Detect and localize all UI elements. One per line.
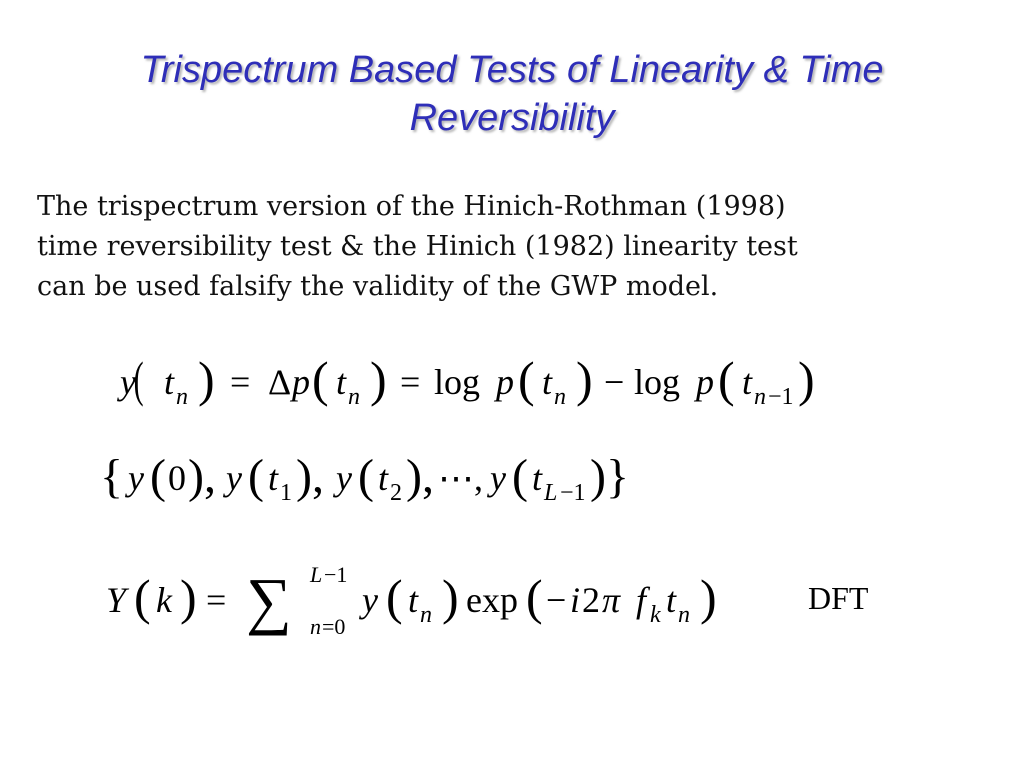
svg-text:y: y xyxy=(120,362,136,402)
svg-text:),: ), xyxy=(296,450,324,503)
svg-text:π: π xyxy=(602,580,621,620)
svg-text:): ) xyxy=(798,351,815,407)
svg-text:−1: −1 xyxy=(768,384,794,410)
svg-text:n: n xyxy=(754,384,766,410)
title-line-1: Trispectrum Based Tests of Linearity & Time xyxy=(140,49,884,91)
svg-text:i: i xyxy=(570,580,581,620)
equation-log-return-graphic xyxy=(118,352,878,422)
svg-text:n: n xyxy=(420,602,432,628)
svg-text:y: y xyxy=(362,580,378,620)
svg-text:t: t xyxy=(742,362,753,402)
svg-text:): ) xyxy=(180,569,197,625)
svg-text:2: 2 xyxy=(582,580,600,620)
svg-text:0: 0 xyxy=(168,458,186,498)
svg-text:(: ( xyxy=(512,450,528,503)
svg-text:n: n xyxy=(348,384,360,410)
svg-text:1: 1 xyxy=(280,480,292,506)
svg-text:Y: Y xyxy=(106,580,127,620)
svg-text:⋯,: ⋯, xyxy=(438,458,483,498)
svg-text:y: y xyxy=(128,458,144,498)
svg-text:=: = xyxy=(230,362,251,402)
svg-text:−1: −1 xyxy=(324,562,348,587)
body-line-3: can be used falsify the validity of the GWP model. xyxy=(37,271,719,302)
svg-text:): ) xyxy=(442,569,459,625)
svg-text:k: k xyxy=(156,580,172,620)
svg-text:∑: ∑ xyxy=(246,565,292,636)
svg-text:log: log xyxy=(634,362,681,402)
svg-text:k: k xyxy=(650,602,661,628)
svg-text:(: ( xyxy=(248,450,264,503)
svg-text:−: − xyxy=(546,580,567,620)
svg-text:n: n xyxy=(310,614,321,639)
svg-text:−: − xyxy=(604,362,625,402)
svg-text:L: L xyxy=(544,480,558,506)
svg-text:L: L xyxy=(310,562,323,587)
svg-text:),: ), xyxy=(188,450,216,503)
svg-text:t: t xyxy=(164,362,175,402)
svg-text:=0: =0 xyxy=(322,614,346,639)
svg-text:): ) xyxy=(576,351,593,407)
body-text xyxy=(37,187,997,307)
svg-text:(: ( xyxy=(133,351,144,407)
svg-text:(: ( xyxy=(718,351,735,407)
svg-text:t: t xyxy=(268,458,279,498)
title-line-2: Reversibility xyxy=(409,97,615,139)
svg-text:t: t xyxy=(336,362,347,402)
svg-text:(: ( xyxy=(150,450,166,503)
svg-text:log: log xyxy=(434,362,481,402)
svg-text:(: ( xyxy=(312,351,329,407)
svg-text:(: ( xyxy=(358,450,374,503)
svg-text:2: 2 xyxy=(390,480,402,506)
equation-dft-graphic xyxy=(106,556,786,646)
body-line-2: time reversibility test & the Hinich (1982) linearity test xyxy=(37,231,798,262)
svg-text:t: t xyxy=(408,580,419,620)
svg-text:f: f xyxy=(636,580,647,620)
svg-text:n: n xyxy=(176,384,188,410)
svg-text:t: t xyxy=(378,458,389,498)
svg-text:t: t xyxy=(532,458,543,498)
svg-text:y: y xyxy=(490,458,506,498)
equation-dft xyxy=(106,556,786,651)
svg-text:(: ( xyxy=(386,569,403,625)
svg-text:): ) xyxy=(700,569,717,625)
svg-text:=: = xyxy=(206,580,227,620)
svg-text:=: = xyxy=(400,362,421,402)
svg-text:)}: )} xyxy=(590,450,630,503)
svg-text:n: n xyxy=(678,602,690,628)
svg-text:Δ: Δ xyxy=(268,362,292,402)
svg-text:t: t xyxy=(666,580,677,620)
svg-text:): ) xyxy=(370,351,387,407)
dft-label: DFT xyxy=(808,580,869,616)
svg-text:−1: −1 xyxy=(560,480,586,506)
svg-text:y: y xyxy=(336,458,352,498)
svg-text:): ) xyxy=(198,351,215,407)
svg-text:p: p xyxy=(292,362,310,402)
svg-text:t: t xyxy=(542,362,553,402)
svg-text:(: ( xyxy=(134,569,151,625)
svg-text:p: p xyxy=(496,362,514,402)
svg-text:),: ), xyxy=(406,450,434,503)
equation-log-return xyxy=(118,352,878,427)
equation-sequence xyxy=(100,446,720,521)
svg-text:(: ( xyxy=(518,351,535,407)
svg-text:p: p xyxy=(696,362,714,402)
svg-text:{: { xyxy=(100,450,124,503)
body-line-1: The trispectrum version of the Hinich-Rothman (1998) xyxy=(37,191,786,222)
equation-sequence-graphic xyxy=(100,446,720,516)
svg-text:n: n xyxy=(554,384,566,410)
svg-text:(: ( xyxy=(526,569,543,625)
svg-text:y: y xyxy=(226,458,242,498)
slide-title xyxy=(0,46,1024,142)
svg-text:exp: exp xyxy=(466,580,518,620)
